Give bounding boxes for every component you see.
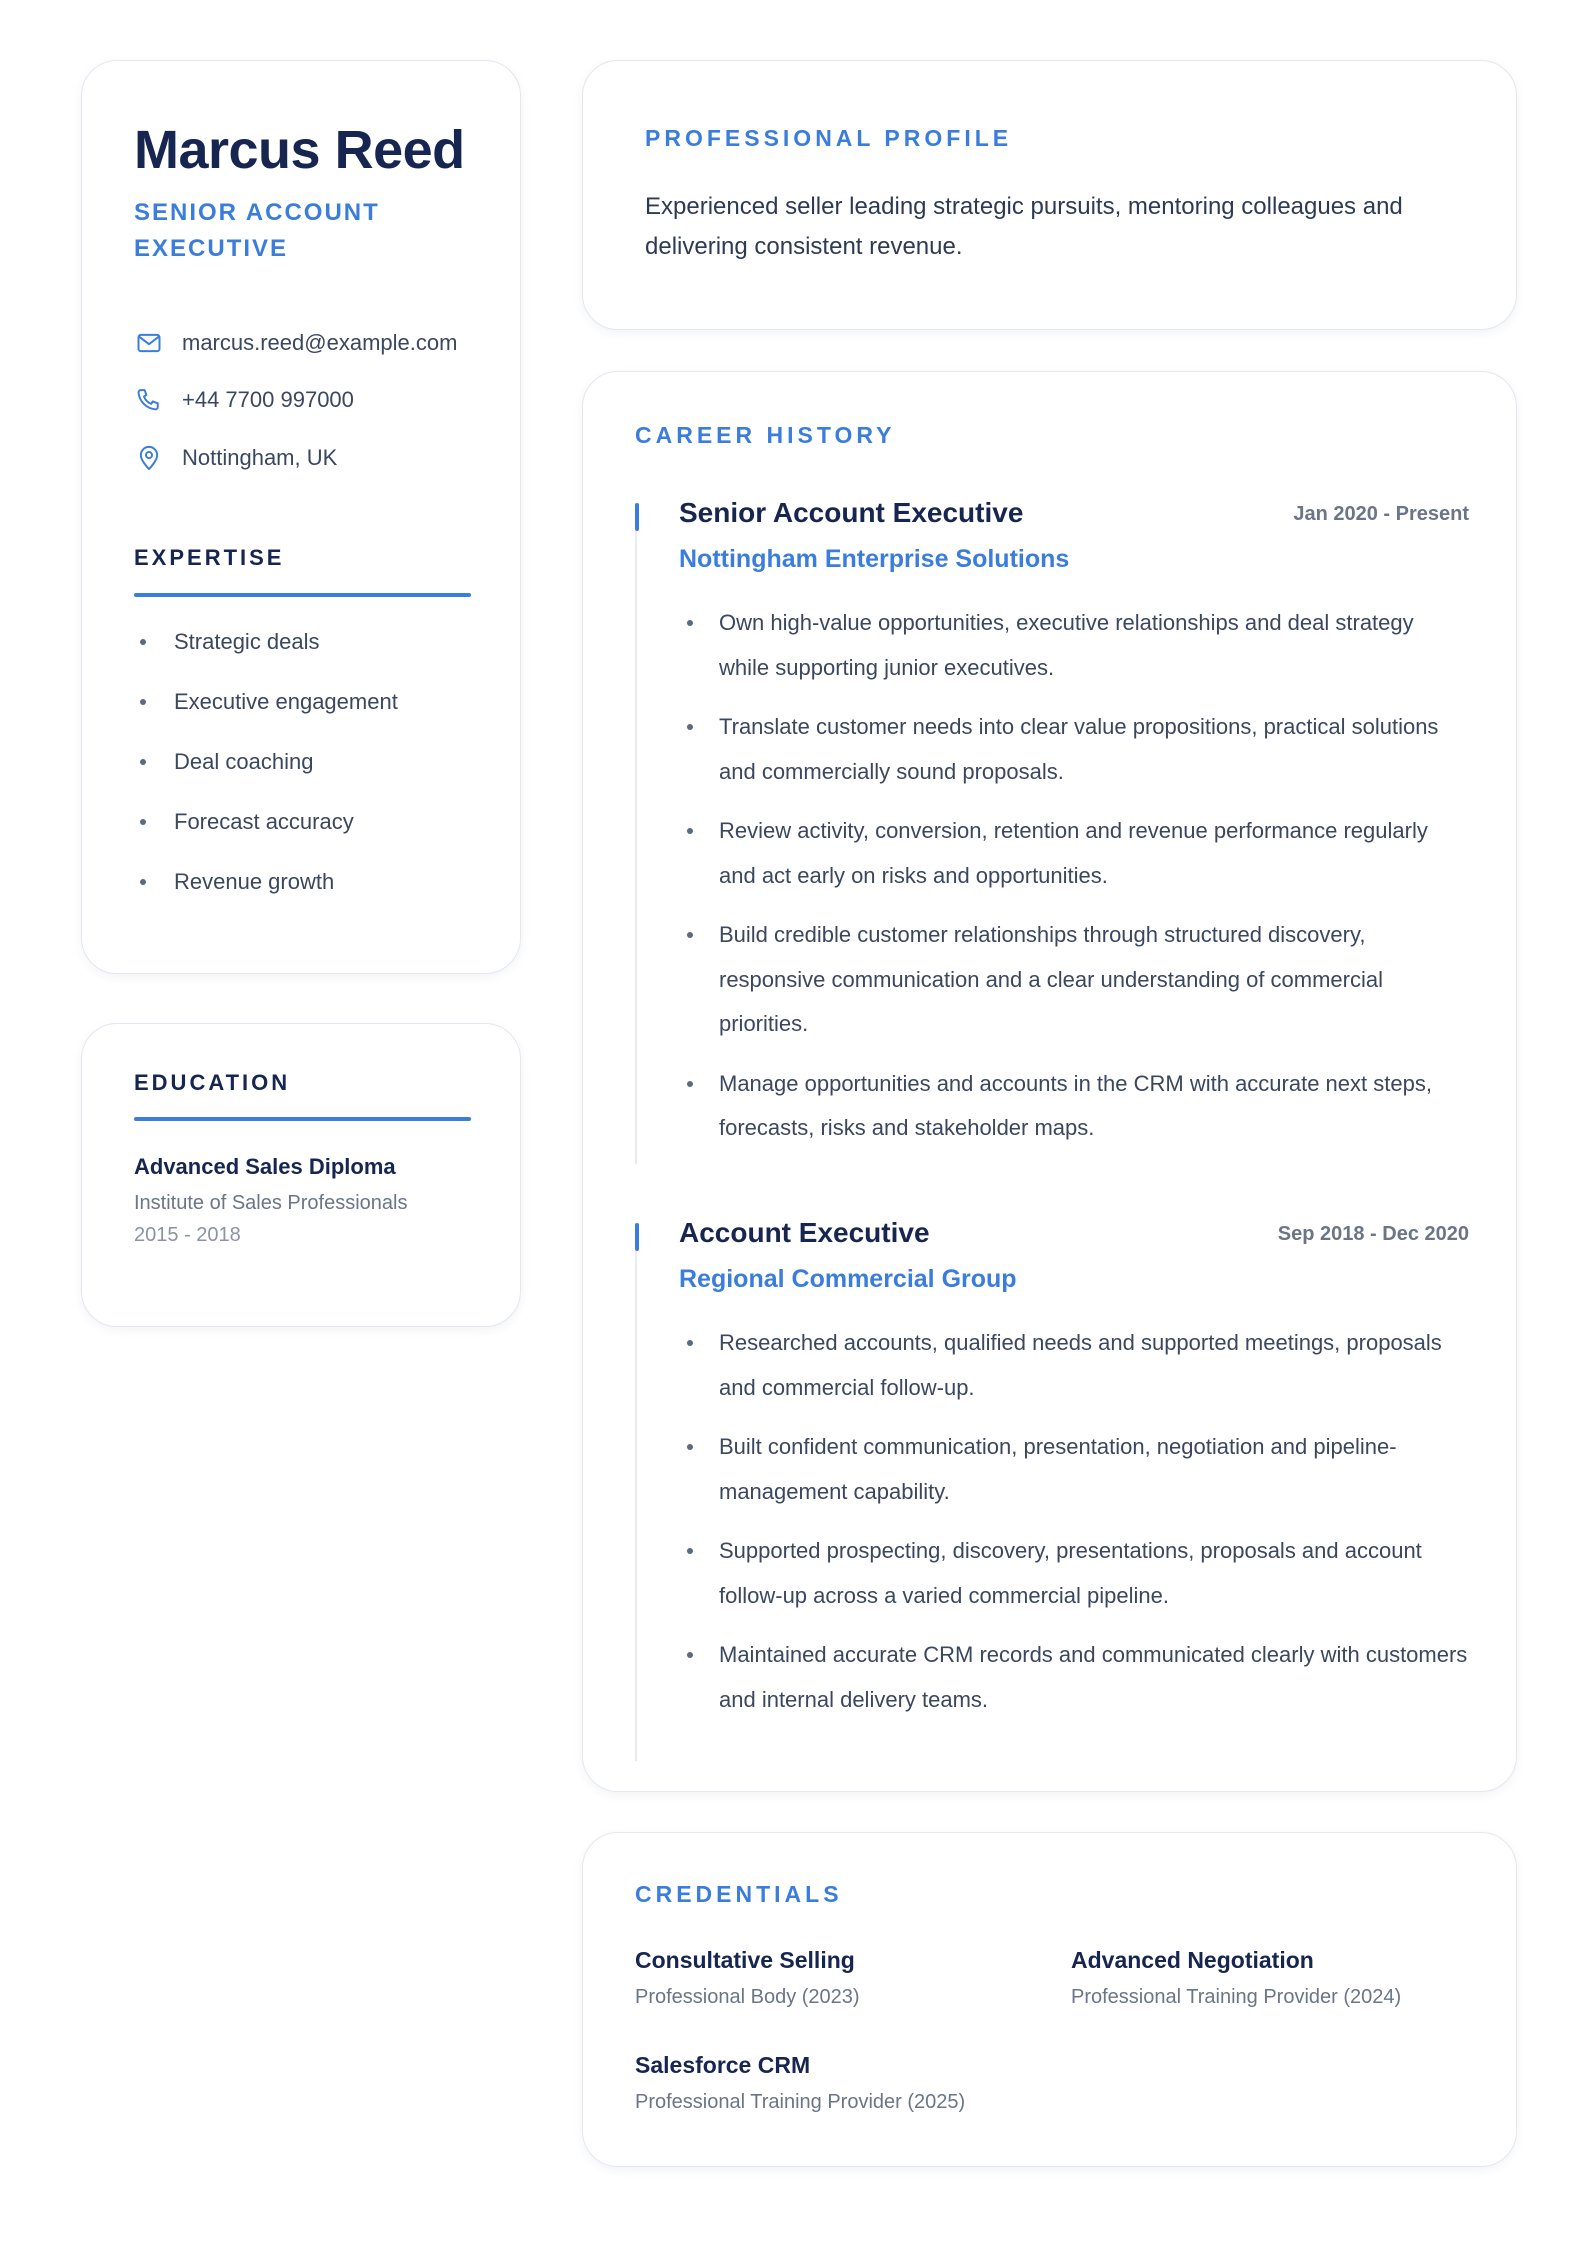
job-bullet: Built confident communication, presentation, negotiation and pipeline-management capability. <box>679 1425 1469 1514</box>
phone-text[interactable]: +44 7700 997000 <box>182 387 354 412</box>
contact-card <box>81 60 521 974</box>
bullet-dot <box>140 879 146 885</box>
education-years: 2015 - 2018 <box>134 1224 241 1246</box>
expertise-item: Executive engagement <box>134 687 398 717</box>
profile-summary: Experienced seller leading strategic pursuits, mentoring colleagues and delivering consistent revenue. <box>645 193 1403 260</box>
expertise-item: Strategic deals <box>134 627 320 657</box>
job-bullet: Translate customer needs into clear value propositions, practical solutions and commercially sound proposals. <box>679 705 1469 794</box>
job-accent-bar <box>635 503 639 531</box>
career-card <box>582 371 1517 1792</box>
career-heading: CAREER HISTORY <box>635 422 896 448</box>
job-bullet: Supported prospecting, discovery, presentations, proposals and account follow-up across a varied commercial pipeline. <box>679 1529 1469 1618</box>
bullet-dot <box>140 639 146 645</box>
credentials-card <box>582 1832 1517 2167</box>
mail-icon <box>134 328 164 358</box>
phone-icon <box>134 385 164 415</box>
contact-location <box>134 443 337 473</box>
credential-item <box>635 2052 965 2114</box>
education-school: Institute of Sales Professionals <box>134 1192 408 1214</box>
job-bullet: Maintained accurate CRM records and communicated clearly with customers and internal delivery teams. <box>679 1633 1469 1722</box>
job-timeline-line <box>635 531 637 1164</box>
candidate-name: Marcus Reed <box>134 120 465 180</box>
credential-issuer: Professional Body (2023) <box>635 1986 860 2008</box>
credential-item <box>635 1947 860 2009</box>
job-title: Senior Account Executive <box>679 497 1024 528</box>
job-bullet: Review activity, conversion, retention and revenue performance regularly and act early on risks and opportunities. <box>679 809 1469 898</box>
map-pin-icon <box>134 443 164 473</box>
job-bullets <box>679 1321 1469 1737</box>
education-heading: EDUCATION <box>134 1070 291 1095</box>
profile-card <box>582 60 1517 330</box>
expertise-heading: EXPERTISE <box>134 545 285 570</box>
credentials-heading: CREDENTIALS <box>635 1881 843 1907</box>
job-bullet: Own high-value opportunities, executive relationships and deal strategy while supporting junior executives. <box>679 601 1469 690</box>
credential-name: Consultative Selling <box>635 1947 855 1973</box>
job-dates: Sep 2018 - Dec 2020 <box>1277 1223 1469 1245</box>
credential-issuer: Professional Training Provider (2025) <box>635 2091 966 2113</box>
education-degree: Advanced Sales Diploma <box>134 1154 396 1179</box>
job-dates: Jan 2020 - Present <box>1293 503 1469 525</box>
job-bullet: Build credible customer relationships through structured discovery, responsive communication and a clear understanding of commercial priorities. <box>679 913 1469 1047</box>
education-card <box>81 1023 521 1327</box>
bullet-dot <box>140 759 146 765</box>
credential-name: Advanced Negotiation <box>1071 1947 1314 1973</box>
job-bullet: Researched accounts, qualified needs and supported meetings, proposals and commercial follow-up. <box>679 1321 1469 1410</box>
job-title: Account Executive <box>679 1217 930 1248</box>
candidate-role: SENIOR ACCOUNT EXECUTIVE <box>134 199 380 262</box>
email-text[interactable]: marcus.reed@example.com <box>182 330 458 355</box>
bullet-dot <box>140 699 146 705</box>
contact-phone <box>134 385 354 415</box>
credential-issuer: Professional Training Provider (2024) <box>1071 1986 1402 2008</box>
credential-name: Salesforce CRM <box>635 2052 811 2078</box>
job-company: Regional Commercial Group <box>679 1265 1017 1293</box>
job-timeline-line <box>635 1251 637 1761</box>
profile-heading: PROFESSIONAL PROFILE <box>645 125 1013 151</box>
location-text: Nottingham, UK <box>182 445 338 470</box>
credential-item <box>1071 1947 1401 2009</box>
education-divider <box>134 1117 471 1121</box>
expertise-item: Revenue growth <box>134 867 334 897</box>
expertise-item: Forecast accuracy <box>134 807 354 837</box>
contact-email <box>134 328 457 358</box>
job-bullets <box>679 601 1469 1166</box>
expertise-divider <box>134 593 471 597</box>
expertise-item: Deal coaching <box>134 747 313 777</box>
bullet-dot <box>140 819 146 825</box>
job-bullet: Manage opportunities and accounts in the CRM with accurate next steps, forecasts, risks and stakeholder maps. <box>679 1062 1469 1151</box>
job-accent-bar <box>635 1223 639 1251</box>
job-company: Nottingham Enterprise Solutions <box>679 545 1070 573</box>
